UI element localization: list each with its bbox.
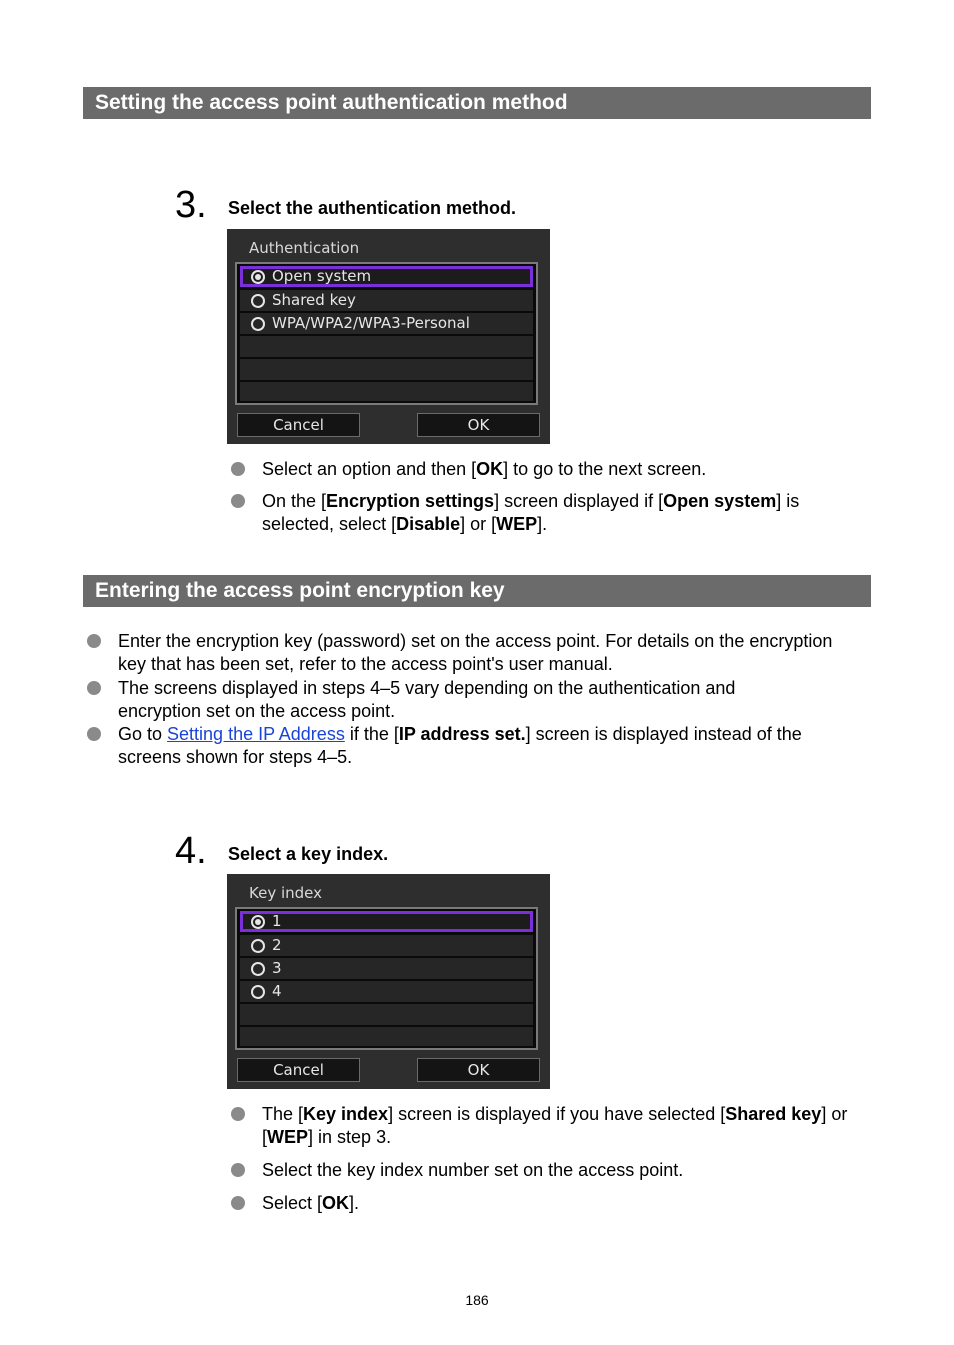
step-title: Select the authentication method. xyxy=(228,198,517,218)
bullet-icon xyxy=(87,727,101,741)
step-number: 4. xyxy=(175,830,207,872)
bullet-icon xyxy=(87,634,101,648)
bullet-icon xyxy=(87,681,101,695)
option-key-3[interactable] xyxy=(240,958,533,979)
option-shared-key[interactable] xyxy=(240,290,533,311)
step-number: 3. xyxy=(175,184,207,226)
empty-row xyxy=(240,382,533,401)
empty-row xyxy=(240,336,533,357)
option-key-1[interactable] xyxy=(240,911,533,932)
option-label: WPA/WPA2/WPA3-Personal xyxy=(272,314,470,332)
authentication-screen xyxy=(227,229,550,444)
bullet-icon xyxy=(231,1163,245,1177)
step-title: Select a key index. xyxy=(228,844,389,864)
cancel-button[interactable]: Cancel xyxy=(237,1058,360,1082)
option-label: Shared key xyxy=(272,291,356,309)
section-heading-authentication: Setting the access point authentication method xyxy=(83,87,871,119)
screen-title: Authentication xyxy=(249,239,360,257)
radio-icon xyxy=(251,294,265,308)
option-label: Open system xyxy=(272,267,372,285)
radio-selected-icon xyxy=(251,270,265,284)
screen-title: Key index xyxy=(249,884,323,902)
page-number: 186 xyxy=(465,1292,489,1308)
option-label: 2 xyxy=(272,936,282,954)
option-key-2[interactable] xyxy=(240,935,533,956)
bullet-icon xyxy=(231,494,245,508)
options-list xyxy=(235,907,538,1050)
ok-button[interactable]: OK xyxy=(417,1058,540,1082)
empty-row xyxy=(240,359,533,380)
empty-row xyxy=(240,1027,533,1046)
empty-row xyxy=(240,1004,533,1025)
radio-icon xyxy=(251,962,265,976)
ok-button[interactable]: OK xyxy=(417,413,540,437)
bullet-icon xyxy=(231,1196,245,1210)
bullet-icon xyxy=(231,1107,245,1121)
option-key-4[interactable] xyxy=(240,981,533,1002)
option-label: 4 xyxy=(272,982,282,1000)
radio-selected-icon xyxy=(251,915,265,929)
radio-icon xyxy=(251,985,265,999)
bullet-icon xyxy=(231,462,245,476)
section-heading-encryption: Entering the access point encryption key xyxy=(83,575,871,607)
ip-address-link[interactable]: Setting the IP Address xyxy=(167,724,345,744)
key-index-screen xyxy=(227,874,550,1089)
option-open-system[interactable] xyxy=(240,266,533,287)
option-label: 1 xyxy=(272,912,282,930)
cancel-button[interactable]: Cancel xyxy=(237,413,360,437)
option-label: 3 xyxy=(272,959,282,977)
option-wpa-personal[interactable] xyxy=(240,313,533,334)
radio-icon xyxy=(251,317,265,331)
radio-icon xyxy=(251,939,265,953)
options-list xyxy=(235,262,538,405)
